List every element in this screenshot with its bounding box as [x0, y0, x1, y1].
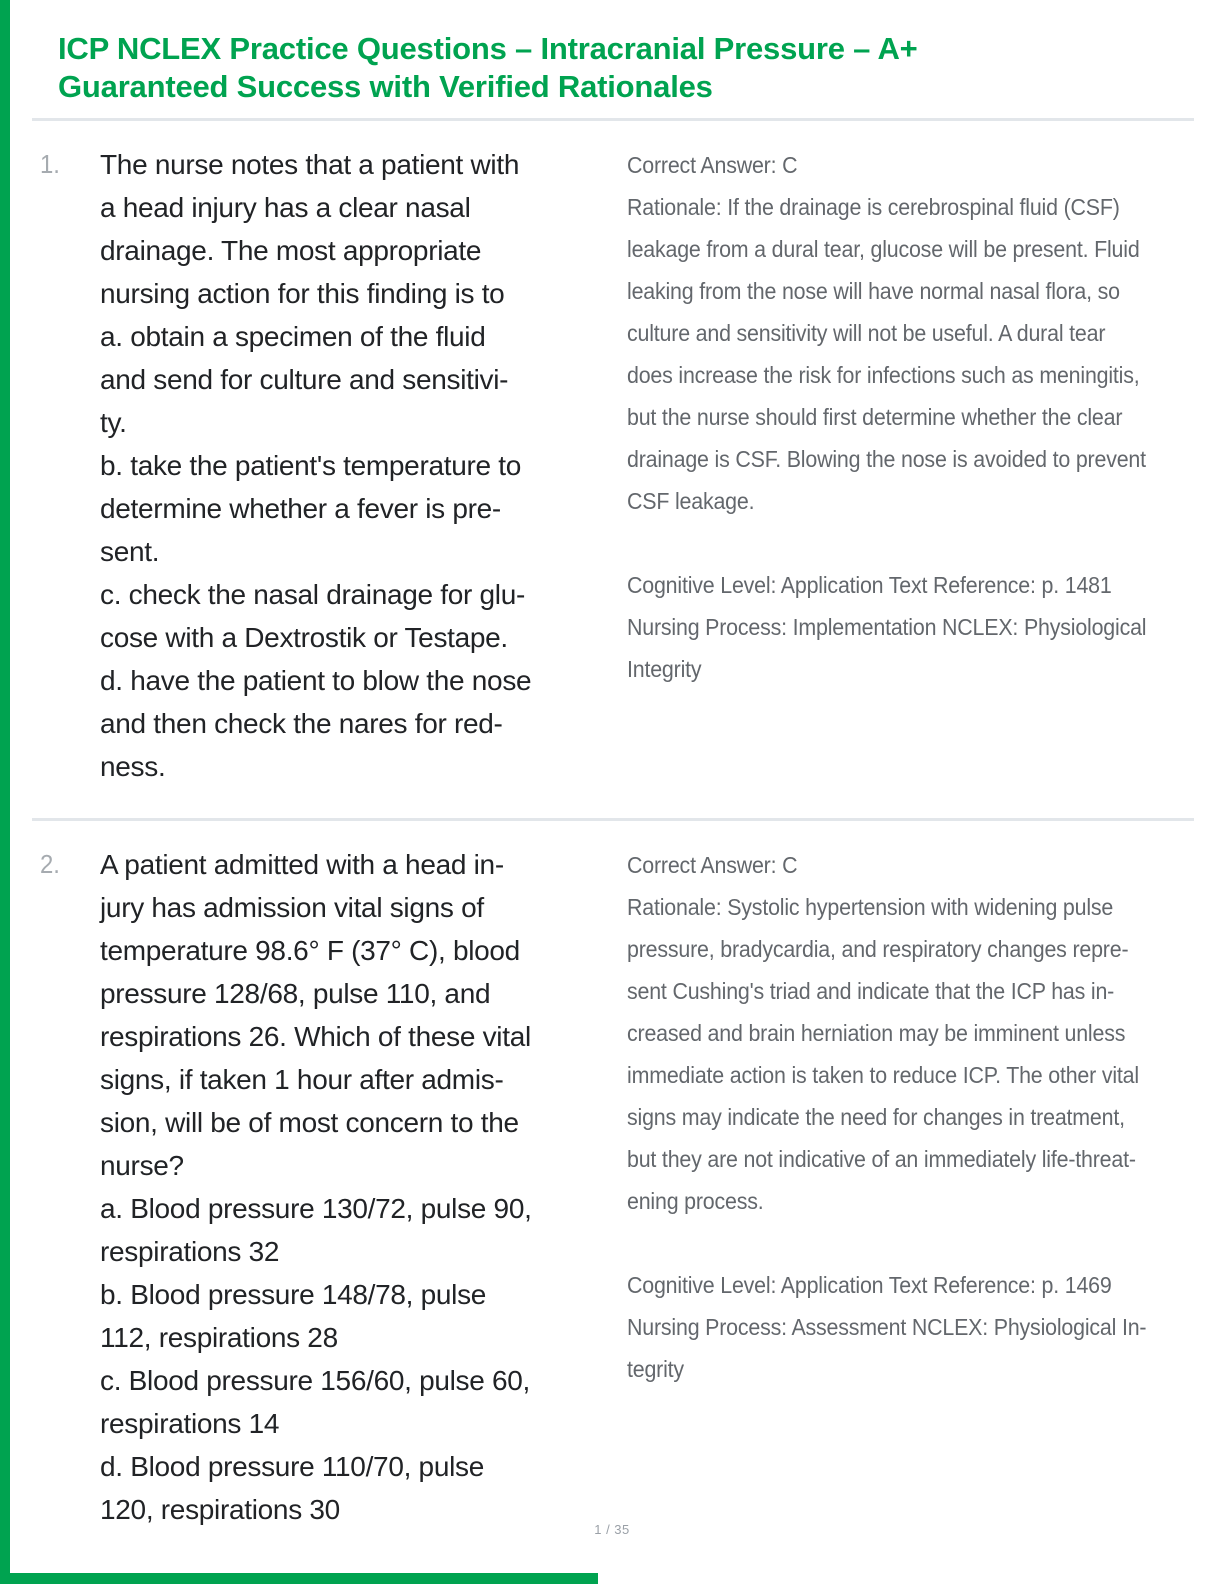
question-2-text: A patient admitted with a head in- jury has admission vital signs of temperature 98.6° F (37° C), blood pressure 128/68, pulse 110, and respirations 26. Which of these vital signs, if taken 1 hour after admis- sion, will be of most concern to the nurse? a. Blood pressure 130/72, pulse 90, respirations 32 b. Blood pressure 148/78, pulse 112, respirations 28 c. Blood pressure 156/60, pulse 60, respirations 14 d. Blood pressure 110/70, pulse 120, respirations 30 — [100, 849, 532, 1525]
page-indicator: 1 / 35 — [594, 1522, 630, 1537]
question-1-number: 1. — [40, 149, 60, 179]
page-title: ICP NCLEX Practice Questions – Intracranial Pressure – A+ Guaranteed Success with Verified Rationales — [58, 31, 918, 104]
question-1-meta: Cognitive Level: Application Text Reference: p. 1481 Nursing Process: Implementation NCLEX: Physiological Integrity — [627, 572, 1147, 682]
left-accent-bar — [0, 0, 10, 1584]
question-block-1 — [0, 121, 1224, 806]
question-block-2 — [0, 821, 1224, 1549]
question-2-meta: Cognitive Level: Application Text Reference: p. 1469 Nursing Process: Assessment NCLEX: Physiological In- tegrity — [627, 1272, 1147, 1382]
page-footer — [0, 1522, 1224, 1537]
question-1-answer-column — [627, 143, 1196, 690]
question-2-answer-column — [627, 843, 1196, 1390]
question-2-rationale: Correct Answer: C Rationale: Systolic hypertension with widening pulse pressure, bradycardia, and respiratory changes repre- sent Cushing's triad and indicate that the ICP has in- creased and brain herniation may be imminent unless immediate action is taken to reduce ICP. The other vital signs may indicate the need for changes in treatment, but they are not indicative of an immediately life-threat- ening process. — [627, 852, 1139, 1214]
question-2-number: 2. — [40, 849, 60, 879]
bottom-accent-bar — [0, 1573, 598, 1584]
question-1-rationale: Correct Answer: C Rationale: If the drainage is cerebrospinal fluid (CSF) leakage from a dural tear, glucose will be present. Fluid leaking from the nose will have normal nasal flora, so culture and sensitivity will not be useful. A dural tear does increase the risk for infections such as meningitis, but the nurse should first determine whether the clear drainage is CSF. Blowing the nose is avoided to prevent CSF leakage. — [627, 152, 1146, 514]
question-1-text: The nurse notes that a patient with a head injury has a clear nasal drainage. The most appropriate nursing action for this finding is to a. obtain a specimen of the fluid and send for culture and sensitivi- ty. b. take the patient's temperature to determine whether a fever is pre- sent. c. check the nasal drainage for glu- cose with a Dextrostik or Testape. d. have the patient to blow the nose and then check the nares for red- ness. — [100, 149, 532, 782]
